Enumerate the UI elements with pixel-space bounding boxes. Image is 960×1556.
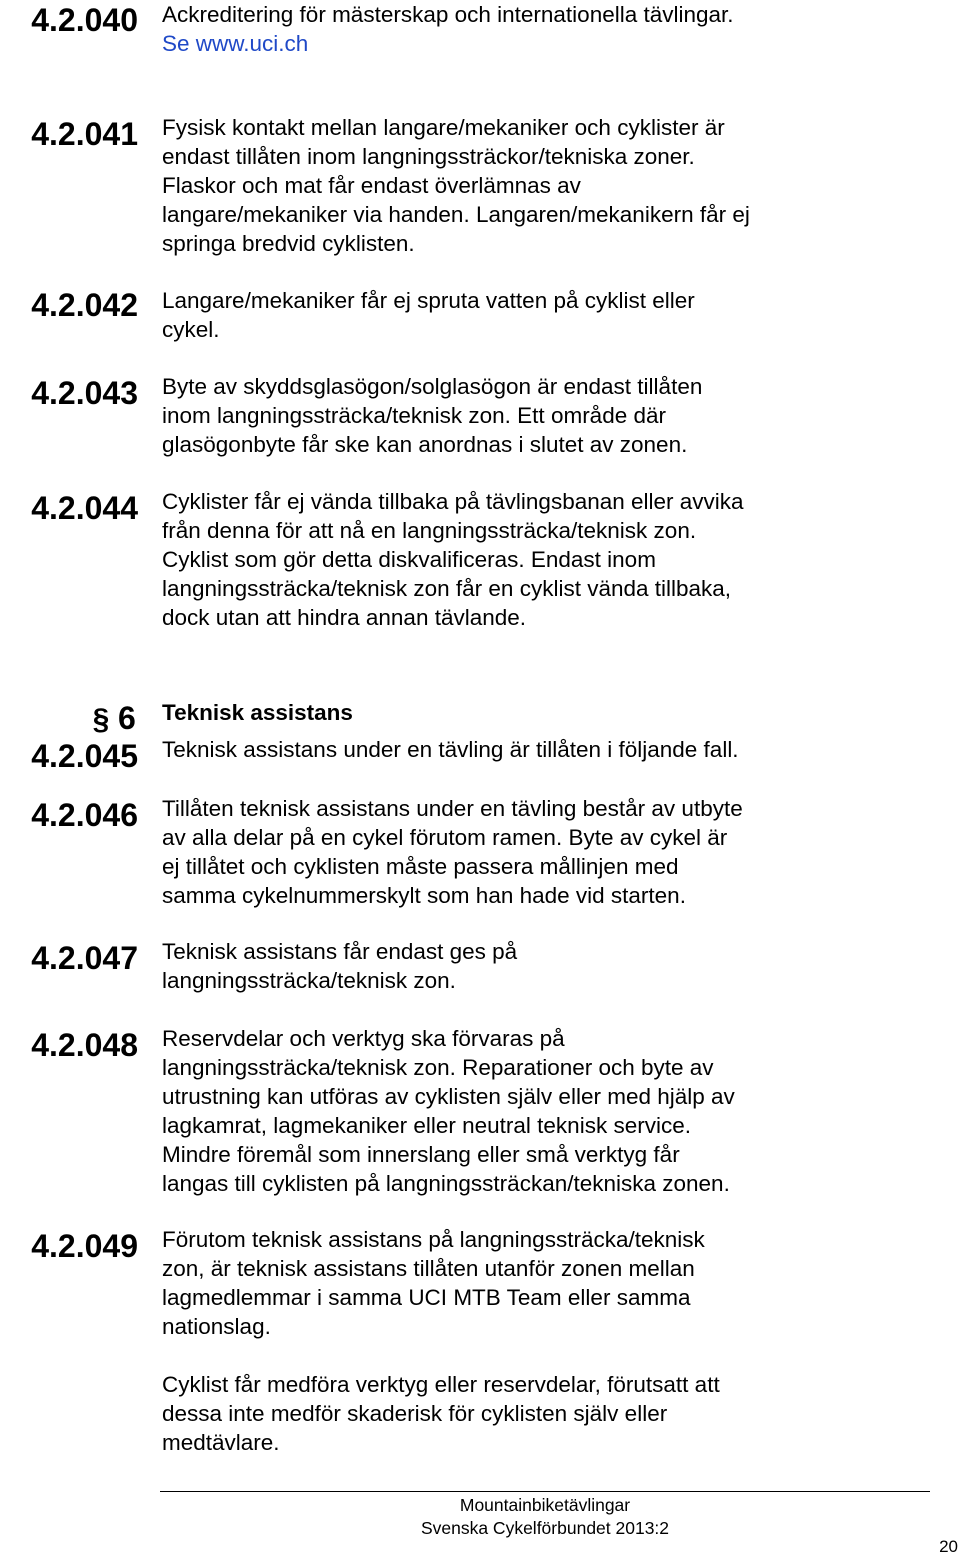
rule-text-4-2-043 [162,372,942,459]
rule-number-4-2-046: 4.2.046 [31,797,138,833]
text-line: Langare/mekaniker får ej spruta vatten på cyklist eller [162,288,695,313]
text-line: dock utan att hindra annan tävlande. [162,605,527,630]
rule-text-4-2-044 [162,487,942,632]
rule-number-4-2-042: 4.2.042 [31,287,138,323]
text-line: Cyklist som gör detta diskvalificeras. Endast inom [162,547,656,572]
rule-number-4-2-049: 4.2.049 [31,1228,138,1264]
rule-number-4-2-043: 4.2.043 [31,375,138,411]
text-line: inom langningssträcka/teknisk zon. Ett område där [162,403,666,428]
text-line: samma cykelnummerskylt som han hade vid starten. [162,883,686,908]
text-line: langas till cyklisten på langningssträckan/tekniska zonen. [162,1171,730,1196]
rule-text-4-2-049-continued [162,1370,942,1457]
text-line: Teknisk assistans får endast ges på [162,939,518,964]
footer-organization: Svenska Cykelförbundet 2013:2 [420,1518,670,1538]
rule-number-4-2-040: 4.2.040 [31,2,138,38]
text-line: lagkamrat, lagmekaniker eller neutral teknisk service. [162,1113,691,1138]
text-line: medtävlare. [162,1430,280,1455]
text-line: av alla delar på en cykel förutom ramen. Byte av cykel är [162,825,728,850]
text-line: från denna för att nå en langningssträcka/teknisk zon. [162,518,697,543]
section-title: Teknisk assistans [162,700,353,725]
text-line: utrustning kan utföras av cyklisten själv eller med hjälp av [162,1084,735,1109]
text-line: dessa inte medför skaderisk för cyklisten själv eller [162,1401,668,1426]
text-line: cykel. [162,317,220,342]
rule-text-4-2-046 [162,794,942,910]
text-line: Ackreditering för mästerskap och internationella tävlingar. [162,2,734,27]
uci-link[interactable]: Se www.uci.ch [162,31,309,56]
text-line: Fysisk kontakt mellan langare/mekaniker och cyklister är [162,115,725,140]
rule-number-4-2-047: 4.2.047 [31,940,138,976]
text-line: Förutom teknisk assistans på langningssträcka/teknisk [162,1227,705,1252]
text-line: glasögonbyte får ske kan anordnas i slutet av zonen. [162,432,688,457]
text-line: Byte av skyddsglasögon/solglasögon är endast tillåten [162,374,703,399]
rule-number-4-2-048: 4.2.048 [31,1027,138,1063]
text-line: langare/mekaniker via handen. Langaren/mekanikern får ej [162,202,750,227]
text-line: langningssträcka/teknisk zon. Reparationer och byte av [162,1055,714,1080]
rule-text-4-2-042 [162,286,942,344]
text-line: Tillåten teknisk assistans under en tävling består av utbyte [162,796,743,821]
rule-text-4-2-048 [162,1024,942,1198]
text-line: Flaskor och mat får endast överlämnas av [162,173,581,198]
text-line: ej tillåtet och cyklisten måste passera mållinjen med [162,854,679,879]
text-line: Mindre föremål som innerslang eller små verktyg får [162,1142,680,1167]
text-line: Cyklist får medföra verktyg eller reservdelar, förutsatt att [162,1372,720,1397]
section-number: 6 [118,700,136,736]
text-line: Cyklister får ej vända tillbaka på tävlingsbanan eller avvika [162,489,744,514]
rule-number-4-2-041: 4.2.041 [31,116,138,152]
footer-divider [160,1491,930,1492]
text-line: endast tillåten inom langningssträckor/tekniska zoner. [162,144,695,169]
text-line: Reservdelar och verktyg ska förvaras på [162,1026,565,1051]
rule-text-4-2-040 [162,0,942,58]
rule-text-4-2-041 [162,113,942,258]
section-symbol: § [92,703,110,736]
text-line: nationslag. [162,1314,271,1339]
footer-title: Mountainbiketävlingar [459,1495,631,1515]
section-symbol-icon [90,700,112,736]
rule-text-4-2-049 [162,1225,942,1341]
rule-text-4-2-047 [162,937,942,995]
rule-text-4-2-045 [162,735,942,764]
text-line: lagmedlemmar i samma UCI MTB Team eller samma [162,1285,691,1310]
text-line: zon, är teknisk assistans tillåten utanför zonen mellan [162,1256,695,1281]
text-line: langningssträcka/teknisk zon. [162,968,456,993]
rule-number-4-2-044: 4.2.044 [31,490,138,526]
text-line: langningssträcka/teknisk zon får en cyklist vända tillbaka, [162,576,732,601]
page-number: 20 [939,1537,958,1556]
rule-number-4-2-045: 4.2.045 [31,738,138,774]
text-line: Teknisk assistans under en tävling är tillåten i följande fall. [162,737,739,762]
text-line: springa bredvid cyklisten. [162,231,415,256]
